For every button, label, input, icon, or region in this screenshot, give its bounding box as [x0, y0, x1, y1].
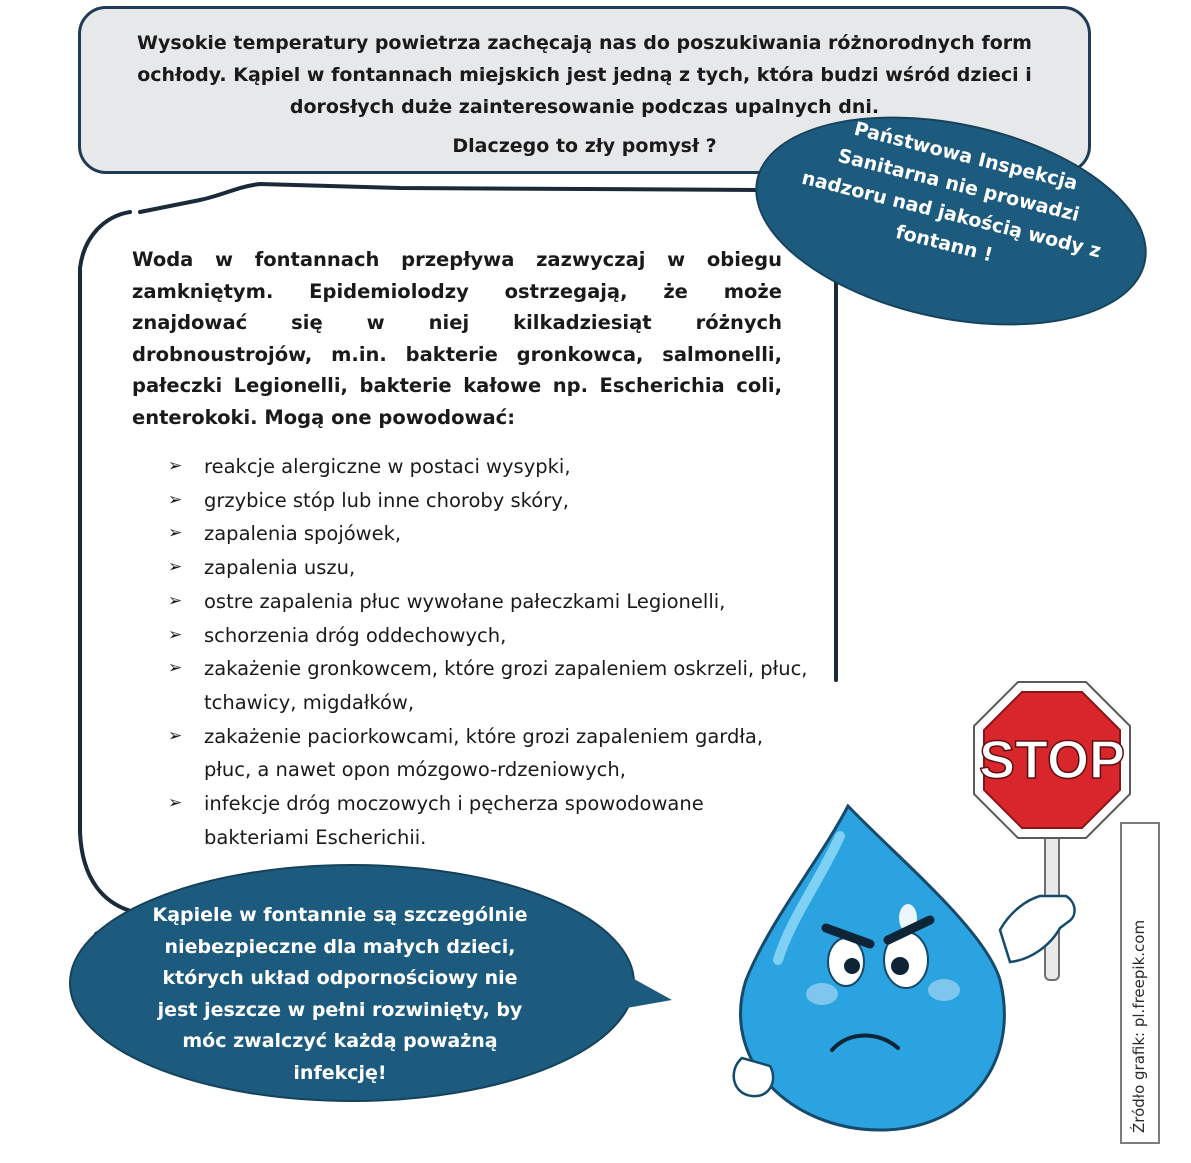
health-risks-list — [168, 450, 808, 854]
image-credit: Źródło grafik: pl.freepik.com — [1130, 919, 1148, 1133]
list-item: ➢ schorzenia dróg oddechowych, — [168, 619, 808, 653]
arrow-bullet-icon: ➢ — [168, 658, 183, 679]
list-item: ➢ infekcje dróg moczowych i pęcherza spowodowane bakteriami Escherichii. — [168, 787, 808, 854]
list-item: ➢ zapalenia uszu, — [168, 551, 808, 585]
arrow-bullet-icon: ➢ — [168, 624, 183, 645]
children-note-text: Kąpiele w fontannie są szczególnie niebezpieczne dla małych dzieci, których układ odpornościowy nie jest jeszcze w pełni rozwinięty, by móc zwalczyć każdą poważną infekcję! — [152, 904, 528, 1084]
stop-sign-text: STOP — [978, 730, 1126, 790]
list-item: ➢ reakcje alergiczne w postaci wysypki, — [168, 450, 808, 484]
water-drop-icon — [734, 806, 1075, 1130]
list-item: ➢ zapalenia spojówek, — [168, 517, 808, 551]
inspection-note-text: Państwowa Inspekcja Sanitarna nie prowadzi nadzoru nad jakością wody z fontann ! — [799, 117, 1104, 267]
arrow-bullet-icon: ➢ — [168, 523, 183, 544]
arrow-bullet-icon: ➢ — [168, 557, 183, 578]
intro-text: Wysokie temperatury powietrza zachęcają nas do poszukiwania różnorodnych form ochłody. Kąpiel w fontannach miejskich jest jedną z tych, która budzi wśród dzieci i dorosłych duże zainteresowanie podczas upalnych dni. — [137, 32, 1032, 118]
list-item: ➢ zakażenie paciorkowcami, które grozi zapaleniem gardła, płuc, a nawet opon mózgowo-rdzeniowych, — [168, 720, 808, 787]
list-item: ➢ ostre zapalenia płuc wywołane pałeczkami Legionelli, — [168, 585, 808, 619]
arrow-bullet-icon: ➢ — [168, 590, 183, 611]
list-item: ➢ grzybice stóp lub inne choroby skóry, — [168, 484, 808, 518]
arrow-bullet-icon: ➢ — [168, 793, 183, 814]
arrow-bullet-icon: ➢ — [168, 456, 183, 476]
arrow-bullet-icon: ➢ — [168, 725, 183, 746]
list-item: ➢ zakażenie gronkowcem, które grozi zapaleniem oskrzeli, płuc, tchawicy, migdałków, — [168, 652, 808, 719]
arrow-bullet-icon: ➢ — [168, 489, 183, 510]
intro-question: Dlaczego to zły pomysł ? — [452, 135, 717, 157]
main-paragraph: Woda w fontannach przepływa zazwyczaj w obiegu zamkniętym. Epidemiolodzy ostrzegają, że może znajdować się w niej kilkadziesiąt różnych drobnoustrojów, m.in. bakterie gronkowca, salmonelli, pałeczki Legionelli, bakterie kałowe np. Escherichia coli, enterokoki. Mogą one powodować: — [132, 248, 782, 429]
